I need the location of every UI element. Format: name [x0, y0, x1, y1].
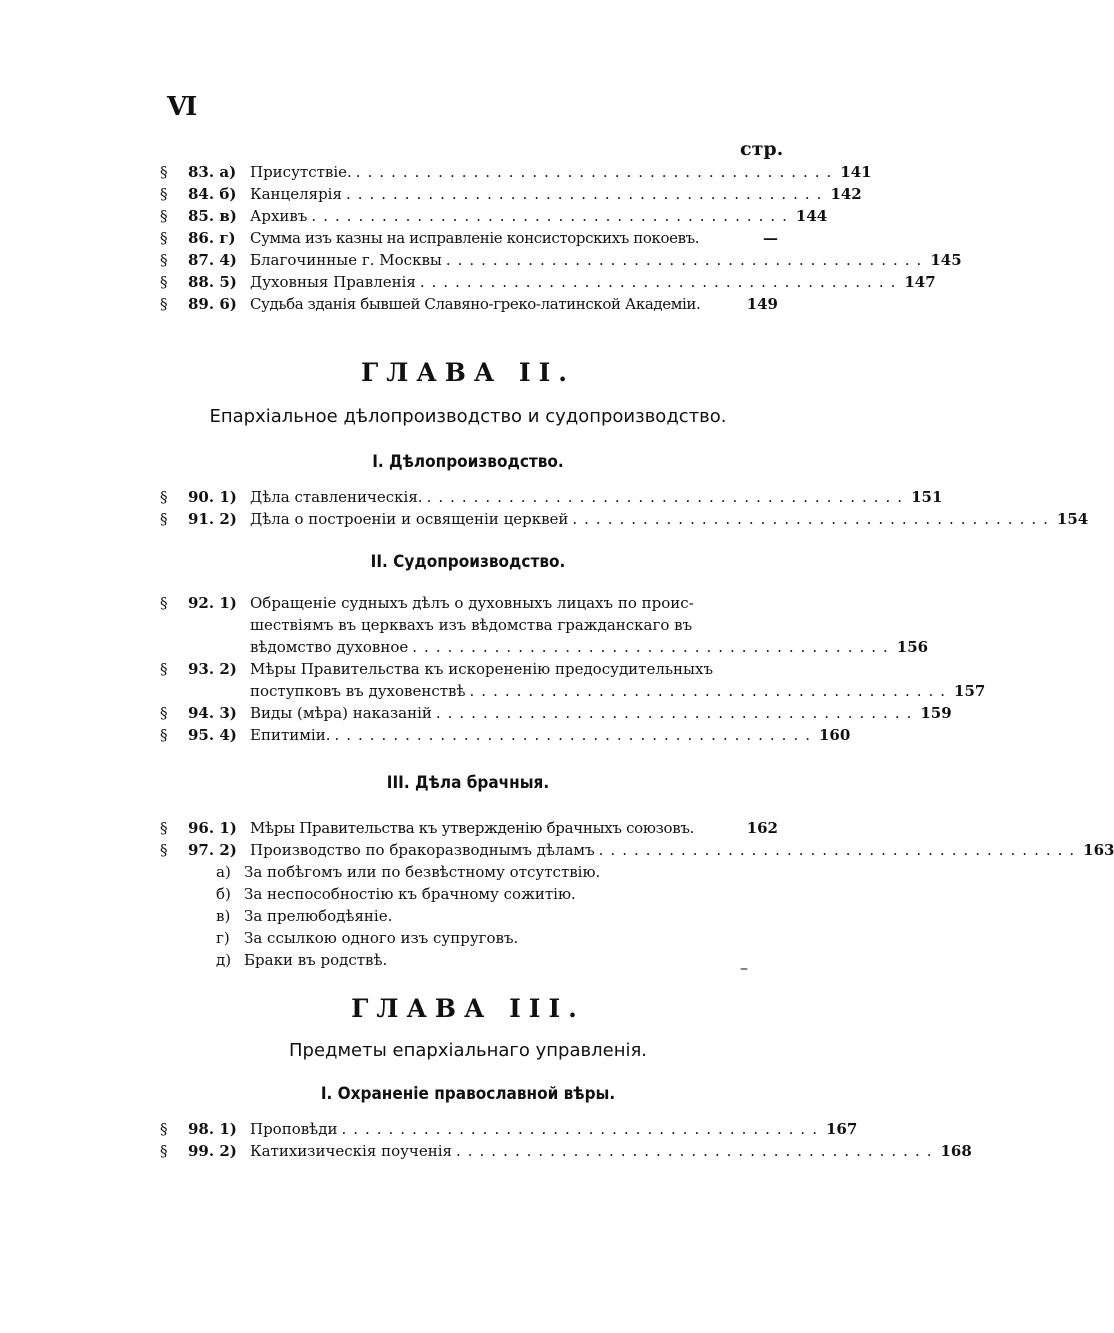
- section-sign: §: [160, 488, 168, 506]
- toc-num: 88. 5): [188, 273, 237, 291]
- chapter-2-title: ГЛАВА II.: [360, 358, 576, 387]
- chapter-3-subtitle: Предметы епархіальнаго управленія.: [288, 1040, 648, 1061]
- toc-row: § 97. 2) Производство по бракоразводнымъ дѣламъ ......................................... 163: [160, 841, 1114, 859]
- toc-num: 87. 4): [188, 251, 237, 269]
- toc-row: § 98. 1) Проповѣди ......................................... 167: [160, 1120, 858, 1138]
- toc-text: Сумма изъ казны на исправленіе консисторскихъ покоевъ.: [250, 229, 700, 247]
- toc-page: —: [763, 229, 778, 247]
- toc-page: 151: [911, 488, 943, 506]
- toc-page: 141: [840, 163, 872, 181]
- toc-block-5: [160, 1118, 972, 1162]
- toc-block-1: [160, 161, 962, 315]
- toc-num: 89. 6): [188, 295, 237, 313]
- chapter-2-subtitle: Епархіальное дѣлопроизводство и судопроизводство.: [209, 406, 727, 427]
- toc-subitem: б) За неспособностію къ брачному сожитію.: [216, 885, 576, 903]
- section-sign: §: [160, 704, 168, 722]
- stray-dash: –: [740, 958, 748, 977]
- toc-page: 160: [818, 726, 851, 744]
- toc-num: 99. 2): [188, 1142, 237, 1160]
- toc-row: [160, 658, 778, 680]
- section-title: I. Охраненіе православной вѣры.: [320, 1084, 616, 1104]
- section-sign: §: [160, 229, 168, 247]
- toc-text: Проповѣди: [250, 1120, 338, 1138]
- toc-row: § 88. 5) Духовныя Правленія ......................................... 147: [160, 273, 936, 291]
- section-sign: §: [160, 841, 168, 859]
- section-sign: §: [160, 594, 168, 612]
- toc-num: 86. г): [188, 229, 236, 247]
- toc-text: Епитиміи.: [250, 726, 331, 744]
- section-sign: §: [160, 1120, 168, 1138]
- toc-text: поступковъ въ духовенствѣ: [250, 682, 466, 700]
- toc-num: 95. 4): [188, 726, 237, 744]
- toc-text: Мѣры Правительства къ утвержденію брачныхъ союзовъ.: [250, 819, 695, 837]
- toc-text: Судьба зданія бывшей Славяно-греко-латинской Академіи.: [250, 295, 701, 313]
- section-sign: §: [160, 660, 168, 678]
- toc-row-continuation: поступковъ въ духовенствѣ ......................................... 157: [250, 682, 986, 700]
- toc-text: Дѣла о построеніи и освященіи церквей: [250, 510, 569, 528]
- toc-subitem: г) За ссылкою одного изъ супруговъ.: [216, 929, 519, 947]
- toc-text: Дѣла ставленическія.: [250, 488, 423, 506]
- toc-num: 92. 1): [188, 594, 237, 612]
- toc-row: § 91. 2) Дѣла о построеніи и освященіи церквей ......................................... 154: [160, 510, 1089, 528]
- toc-num: 85. в): [188, 207, 237, 225]
- toc-page: 145: [930, 251, 962, 269]
- toc-page: 163: [1083, 841, 1114, 859]
- toc-text: Присутствіе.: [250, 163, 352, 181]
- toc-num: 98. 1): [188, 1120, 237, 1138]
- toc-num: 84. б): [188, 185, 237, 203]
- toc-num: 91. 2): [188, 510, 237, 528]
- toc-row-continuation: [160, 614, 778, 636]
- toc-page: 154: [1056, 510, 1089, 528]
- toc-page: 167: [825, 1120, 858, 1138]
- toc-page: 144: [795, 207, 828, 225]
- toc-page: 159: [920, 704, 952, 722]
- toc-page: 149: [746, 295, 778, 313]
- toc-row: § 90. 1) Дѣла ставленическія. ......................................... 151: [160, 488, 943, 506]
- section-sign: §: [160, 726, 168, 744]
- section-sign: §: [160, 207, 168, 225]
- toc-row: [160, 293, 778, 315]
- toc-text: Катихизическія поученія: [250, 1142, 452, 1160]
- toc-text: Архивъ: [250, 207, 308, 225]
- toc-row: § 95. 4) Епитиміи. ......................................... 160: [160, 726, 851, 744]
- toc-row: § 99. 2) Катихизическія поученія ......................................... 168: [160, 1142, 972, 1160]
- toc-subitem: в) За прелюбодѣяніе.: [216, 907, 393, 925]
- section-title: I. Дѣлопроизводство.: [372, 452, 564, 472]
- toc-num: 83. а): [188, 163, 237, 181]
- toc-text: Канцелярія: [250, 185, 342, 203]
- section-title: III. Дѣла брачныя.: [386, 773, 550, 793]
- section-sign: §: [160, 819, 168, 837]
- section-sign: §: [160, 1142, 168, 1160]
- toc-text: Благочинные г. Москвы: [250, 251, 442, 269]
- toc-block-3: [160, 592, 986, 746]
- toc-row: [160, 592, 778, 614]
- section-sign: §: [160, 510, 168, 528]
- toc-subitem: д) Браки въ родствѣ.: [216, 951, 388, 969]
- toc-text: Мѣры Правительства къ искорененію предосудительныхъ: [250, 660, 713, 678]
- toc-text: вѣдомство духовное: [250, 638, 409, 656]
- toc-row: § 84. б) Канцелярія ......................................... 142: [160, 185, 862, 203]
- toc-text: Виды (мѣра) наказаній: [250, 704, 432, 722]
- toc-block-4: [160, 817, 1114, 971]
- toc-subitem: а) За побѣгомъ или по безвѣстному отсутствію.: [216, 863, 601, 881]
- toc-page: 147: [904, 273, 936, 291]
- toc-num: 97. 2): [188, 841, 237, 859]
- toc-page: 142: [830, 185, 862, 203]
- chapter-3-title: ГЛАВА III.: [351, 994, 585, 1023]
- toc-row: § 87. 4) Благочинные г. Москвы ......................................... 145: [160, 251, 962, 269]
- toc-page: 157: [954, 682, 986, 700]
- toc-num: 93. 2): [188, 660, 237, 678]
- toc-row: § 94. 3) Виды (мѣра) наказаній ......................................... 159: [160, 704, 952, 722]
- toc-text: Обращеніе судныхъ дѣлъ о духовныхъ лицахъ по проис-: [250, 594, 694, 612]
- toc-row: § 85. в) Архивъ ......................................... 144: [160, 207, 828, 225]
- toc-text: шествіямъ въ церквахъ изъ вѣдомства гражданскаго въ: [250, 616, 693, 634]
- toc-row-continuation: вѣдомство духовное ......................................... 156: [250, 638, 929, 656]
- toc-num: 90. 1): [188, 488, 237, 506]
- section-sign: §: [160, 185, 168, 203]
- toc-row: [160, 817, 778, 839]
- section-sign: §: [160, 295, 168, 313]
- section-sign: §: [160, 163, 168, 181]
- toc-row: [160, 227, 778, 249]
- toc-text: Духовныя Правленія: [250, 273, 416, 291]
- section-title: II. Судопроизводство.: [370, 552, 566, 572]
- section-sign: §: [160, 251, 168, 269]
- toc-num: 96. 1): [188, 819, 237, 837]
- toc-page: 168: [940, 1142, 972, 1160]
- toc-block-2: [160, 486, 1089, 530]
- page-number: VI: [167, 92, 196, 122]
- section-sign: §: [160, 273, 168, 291]
- toc-num: 94. 3): [188, 704, 237, 722]
- toc-row: § 83. а) Присутствіе. ......................................... 141: [160, 163, 872, 181]
- toc-page: 156: [896, 638, 929, 656]
- toc-page: 162: [746, 819, 778, 837]
- toc-text: Производство по бракоразводнымъ дѣламъ: [250, 841, 595, 859]
- page-column-label: стр.: [740, 138, 784, 160]
